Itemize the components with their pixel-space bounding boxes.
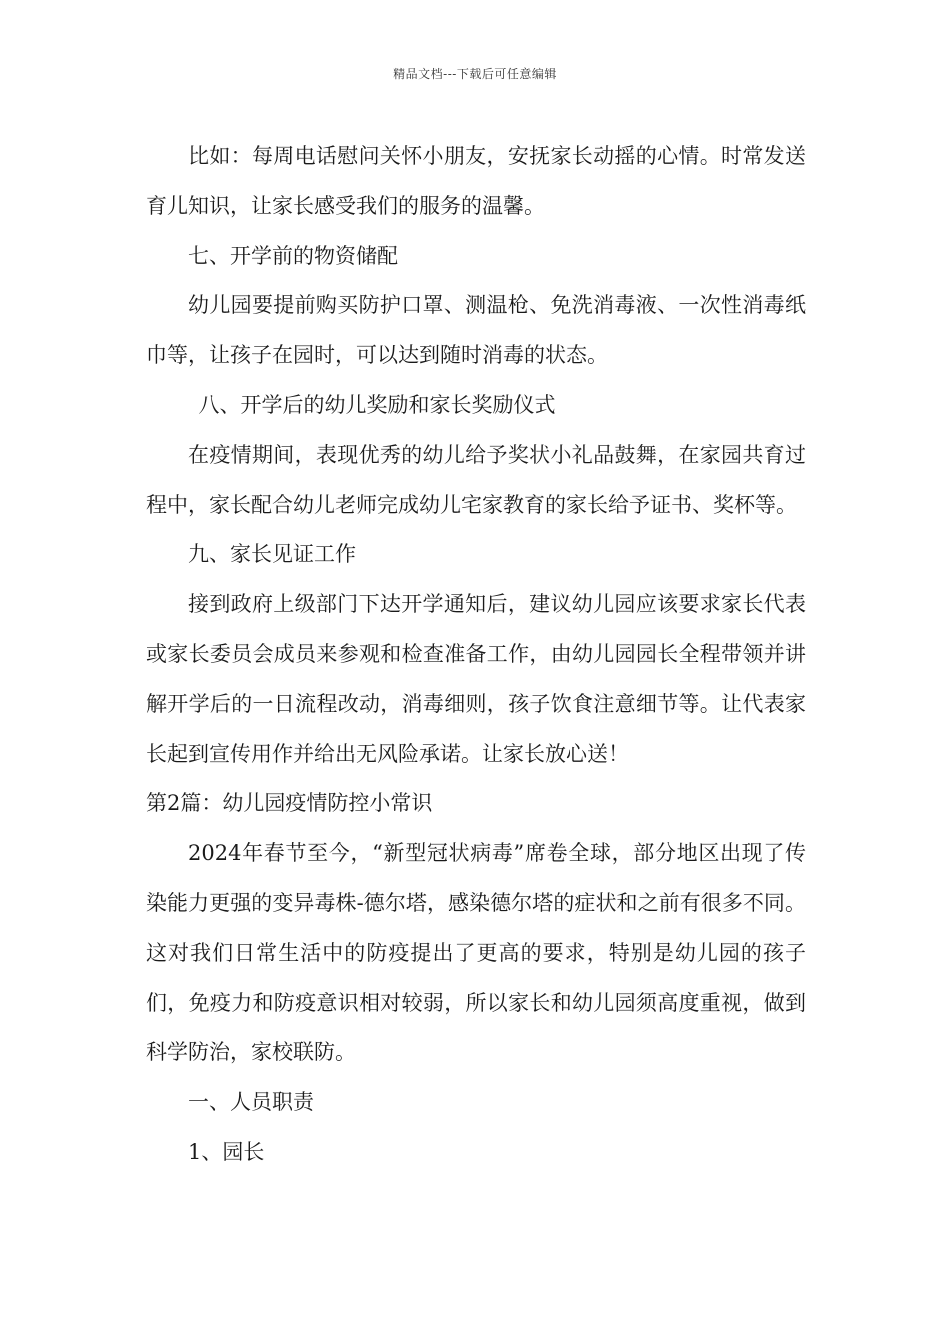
article-2-title: 第2篇：幼儿园疫情防控小常识 — [146, 791, 433, 816]
section-heading-7: 七、开学前的物资储配 — [188, 243, 398, 268]
page-header: 精品文档---下载后可任意编辑 — [393, 67, 557, 81]
section-heading-1: 一、人员职责 — [188, 1090, 314, 1115]
subsection-heading-director: 1、园长 — [188, 1139, 265, 1164]
paragraph-rewards: 在疫情期间，表现优秀的幼儿给予奖状小礼品鼓舞，在家园共育过程中，家长配合幼儿老师完成幼儿宅家教育的家长给予证书、奖杯等。 — [146, 442, 806, 517]
paragraph-example-care: 比如：每周电话慰问关怀小朋友，安抚家长动摇的心情。时常发送育儿知识，让家长感受我们的服务的温馨。 — [146, 144, 806, 218]
paragraph-parent-witness: 接到政府上级部门下达开学通知后，建议幼儿园应该要求家长代表或家长委员会成员来参观和检查准备工作，由幼儿园园长全程带领并讲解开学后的一日流程改动，消毒细则，孩子饮食注意细节等。让代表家长起到宣传用作并给出无风险承诺。让家长放心送！ — [146, 592, 806, 766]
paragraph-supplies: 幼儿园要提前购买防护口罩、测温枪、免洗消毒液、一次性消毒纸巾等，让孩子在园时，可以达到随时消毒的状态。 — [146, 293, 806, 368]
section-heading-9: 九、家长见证工作 — [188, 542, 356, 567]
paragraph-intro-delta: 2024年春节至今，“新型冠状病毒”席卷全球，部分地区出现了传染能力更强的变异毒株-德尔塔，感染德尔塔的症状和之前有很多不同。这对我们日常生活中的防疫提出了更高的要求，特别是幼儿园的孩子们，免疫力和防疫意识相对较弱，所以家长和幼儿园须高度重视，做到科学防治，家校联防。 — [146, 841, 806, 1065]
section-heading-8: 八、开学后的幼儿奖励和家长奖励仪式 — [198, 392, 556, 417]
document-body — [146, 132, 806, 1178]
